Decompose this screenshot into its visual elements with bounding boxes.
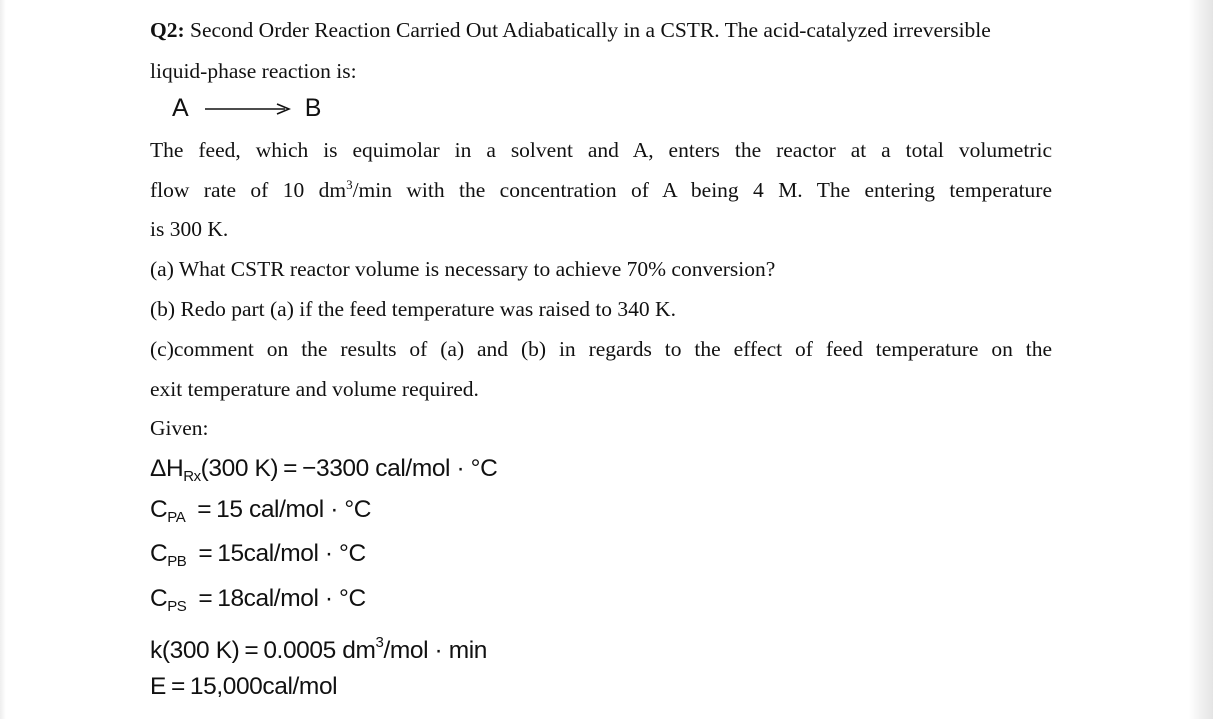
e-value: 15,000cal/mol [189,673,338,700]
page-left-shadow [0,0,6,719]
part-c-line-1: (c)comment on the results of (a) and (b) in regards to the effect of feed temperature on the [150,337,1052,361]
equals-sign: = [197,496,212,523]
feed-line-2 [150,177,1052,203]
cps-value: 18cal/mol · °C [217,585,366,612]
given-activation-energy [150,673,337,701]
feed-flow-text: flow rate of 10 dm [150,178,347,203]
e-symbol: E [150,673,166,700]
cps-subscript: PS [167,598,187,615]
cpb-value: 15cal/mol · °C [217,540,366,567]
cpa-value: 15 cal/mol · °C [216,496,372,523]
product: B [304,94,322,122]
cpb-subscript: PB [167,553,187,570]
question-label: Q2: [150,18,185,42]
equals-sign: = [198,540,213,567]
cpa-subscript: PA [167,509,186,526]
equals-sign: = [283,455,298,482]
cpa-symbol: C [150,496,168,523]
given-cps [150,585,366,615]
k-units: /mol · min [383,637,488,664]
page-right-shadow [1189,0,1213,719]
feed-line-1: The feed, which is equimolar in a solvent and A, enters the reactor at a total volumetric [150,138,1052,162]
dh-argument: (300 K) [200,455,279,482]
cps-symbol: C [150,585,168,612]
dh-value: −3300 cal/mol · °C [302,455,498,482]
k-symbol: k(300 K) [150,637,240,664]
k-value: 0.0005 dm [263,637,376,664]
feed-line-3: is 300 K. [150,217,229,241]
question-title-text: Second Order Reaction Carried Out Adiabatically in a CSTR. The acid-catalyzed irreversible [190,18,991,42]
dh-symbol: ΔH [150,455,184,482]
equals-sign: = [170,673,185,700]
given-heat-of-reaction [150,455,497,485]
part-c-line-2: exit temperature and volume required. [150,377,479,401]
part-a: (a) What CSTR reactor volume is necessary to achieve 70% conversion? [150,257,776,281]
k-exponent: 3 [375,634,384,651]
dh-subscript: Rx [183,468,201,485]
equals-sign: = [198,585,213,612]
right-arrow-icon [205,94,291,123]
cpb-symbol: C [150,540,168,567]
given-label: Given: [150,416,209,440]
given-cpa [150,496,371,526]
equals-sign: = [244,637,259,664]
question-title-line-2: liquid-phase reaction is: [150,59,357,83]
reactant: A [172,94,189,122]
part-b: (b) Redo part (a) if the feed temperature was raised to 340 K. [150,297,676,321]
given-rate-constant [150,634,487,665]
feed-flow-exponent: 3 [346,177,353,192]
reaction-equation [172,94,321,123]
question-title-line-1 [150,18,991,43]
given-cpb [150,540,366,570]
feed-concentration-text: /min with the concentration of A being 4 M. The entering temperature [352,178,1052,203]
